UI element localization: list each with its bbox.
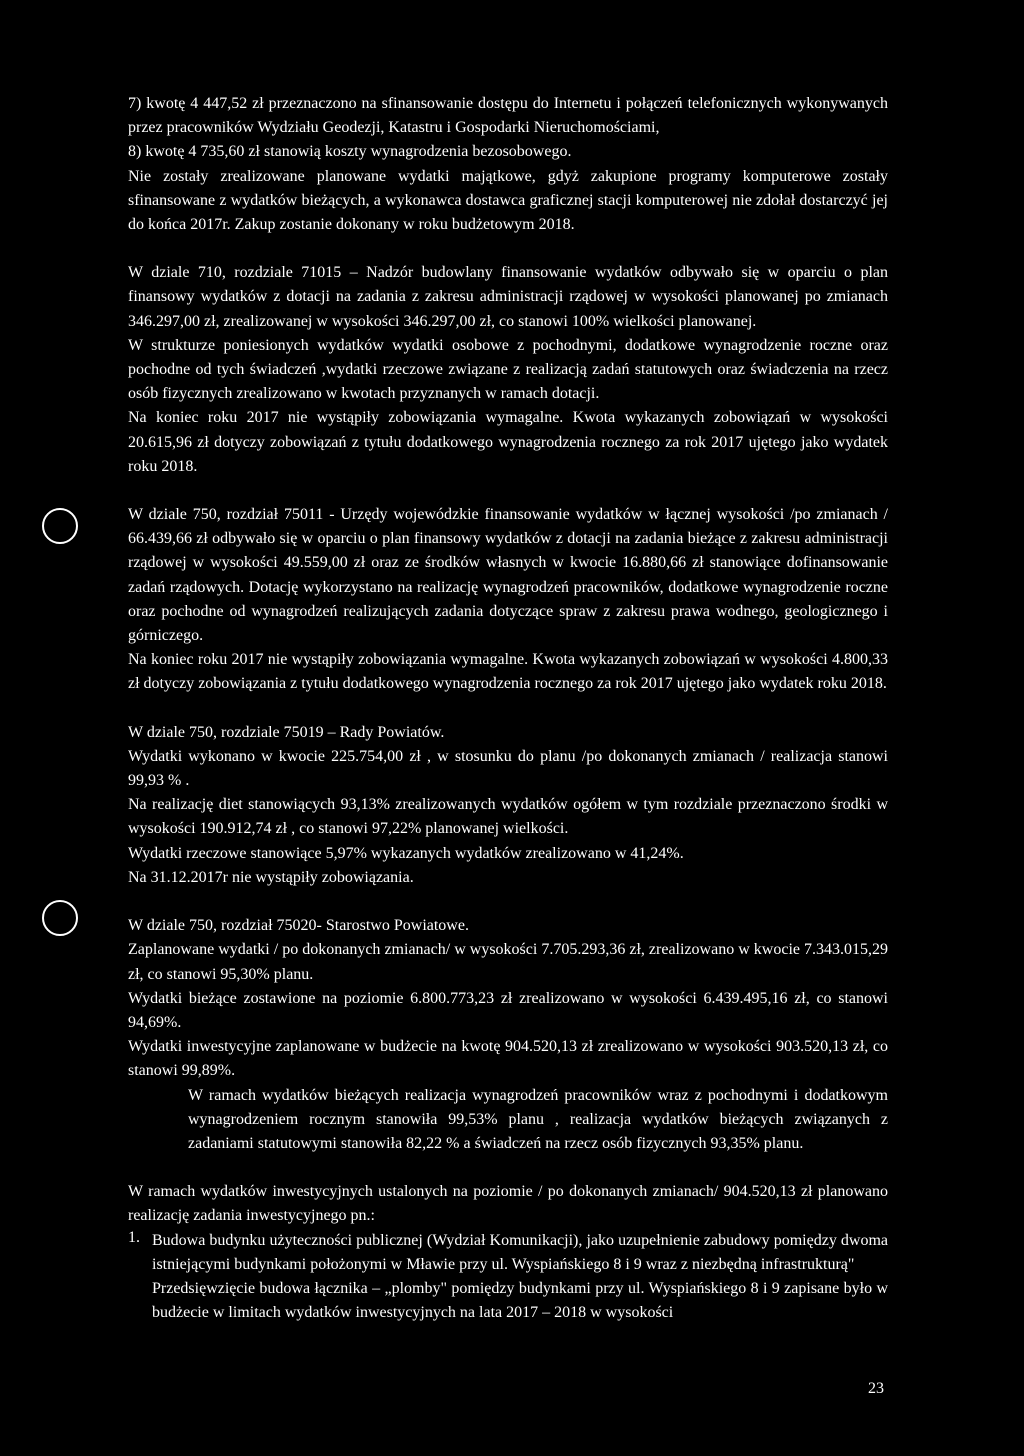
punch-hole-bottom bbox=[42, 900, 78, 936]
paragraph-investment-intro: W ramach wydatków inwestycyjnych ustalonych na poziomie / po dokonanych zmianach/ 904.520,13 zł planowano realizację zadania inwestycyjnego pn.: bbox=[128, 1183, 888, 1225]
paragraph-75019-material: Wydatki rzeczowe stanowiące 5,97% wykazanych wydatków zrealizowano w 41,24%. bbox=[128, 844, 684, 862]
paragraph-75020-salaries: W ramach wydatków bieżących realizacja wynagrodzeń pracowników wraz z pochodnymi i dodatkowym wynagrodzeniem rocznym stanowiła 99,53% planu , realizacja wydatków bieżących związanych z zadaniami statutowymi stanowiła 82,22 % a świadczeń na rzecz osób fizycznych 93,35% planu. bbox=[188, 1086, 888, 1152]
document-body bbox=[128, 92, 888, 1325]
paragraph-75019-diets: Na realizację diet stanowiących 93,13% zrealizowanych wydatków ogółem w tym rozdziale przeznaczono środki w wysokości 190.912,74 zł , co stanowi 97,22% planowanej wielkości. bbox=[128, 796, 888, 838]
list-item-description: Przedsięwzięcie budowa łącznika – „plomby" pomiędzy budynkami przy ul. Wyspiańskiego 8 i 9 zapisane było w budżecie w limitach wydatków inwestycyjnych na lata 2017 – 2018 w wysokości bbox=[152, 1279, 888, 1322]
list-item-number: 1. bbox=[128, 1228, 140, 1246]
paragraph-liabilities-710: Na koniec roku 2017 nie wystąpiły zobowiązania wymagalne. Kwota wykazanych zobowiązań w wysokości 20.615,96 zł dotyczy zobowiązań z tytułu dodatkowego wynagrodzenia rocznego za rok 2017 ujętego jako wydatek roku 2018. bbox=[128, 409, 888, 475]
paragraph-item-7: 7) kwotę 4 447,52 zł przeznaczono na sfinansowanie dostępu do Internetu i połączeń telefonicznych wykonywanych przez pracowników Wydziału Geodezji, Katastru i Gospodarki Nieruchomościami, bbox=[128, 95, 888, 137]
paragraph-liabilities-75011: Na koniec roku 2017 nie wystąpiły zobowiązania wymagalne. Kwota wykazanych zobowiązań w wysokości 4.800,33 zł dotyczy zobowiązania z tytułu dodatkowego wynagrodzenia rocznego za rok 2017 ujętego jako wydatek roku 2018. bbox=[128, 651, 888, 693]
paragraph-75020-investment: Wydatki inwestycyjne zaplanowane w budżecie na kwotę 904.520,13 zł zrealizowano w wysokości 903.520,13 zł, co stanowi 99,89%. bbox=[128, 1038, 888, 1080]
paragraph-75019-liabilities: Na 31.12.2017r nie wystąpiły zobowiązania. bbox=[128, 868, 414, 886]
list-item-text: Budowa budynku użyteczności publicznej (Wydział Komunikacji), jako uzupełnienie zabudowy pomiędzy dwoma istniejącymi budynkami położonymi w Mławie przy ul. Wyspiańskiego 8 i 9 wraz z niezbędną infrastrukturą" bbox=[152, 1231, 888, 1273]
paragraph-75020-current: Wydatki bieżące zostawione na poziomie 6.800.773,23 zł zrealizowano w wysokości 6.439.495,16 zł, co stanowi 94,69%. bbox=[128, 989, 888, 1031]
punch-hole-top bbox=[42, 508, 78, 544]
paragraph-structure-710: W strukturze poniesionych wydatków wydatki osobowe z pochodnymi, dodatkowe wynagrodzenie roczne oraz pochodne od tych świadczeń ,wydatki rzeczowe związane z realizacją zadań statutowych oraz świadczenia na rzecz osób fizycznych zrealizowano w kwotach przyznanych w ramach dotacji. bbox=[128, 336, 888, 403]
list-item bbox=[128, 1229, 888, 1277]
paragraph-75020-planned: Zaplanowane wydatki / po dokonanych zmianach/ w wysokości 7.705.293,36 zł, zrealizowano w kwocie 7.343.015,29 zł, co stanowi 95,30% planu. bbox=[128, 941, 888, 983]
paragraph-unrealized-capex: Nie zostały zrealizowane planowane wydatki majątkowe, gdyż zakupione programy komputerowe zostały sfinansowane z wydatków bieżących, a wykonawca dostawca graficznej stacji komputerowej nie zdołał dostarczyć jej do końca 2017r. Zakup zostanie dokonany w roku budżetowym 2018. bbox=[128, 167, 888, 234]
paragraph-75019-expenses: Wydatki wykonano w kwocie 225.754,00 zł , w stosunku do planu /po dokonanych zmianach / realizacja stanowi 99,93 % . bbox=[128, 747, 888, 790]
page-number: 23 bbox=[868, 1380, 884, 1397]
paragraph-item-8: 8) kwotę 4 735,60 zł stanowią koszty wynagrodzenia bezosobowego. bbox=[128, 143, 572, 161]
paragraph-dzial-710: W dziale 710, rozdziale 71015 – Nadzór budowlany finansowanie wydatków odbywało się w oparciu o plan finansowy wydatków z dotacji na zadania z zakresu administracji rządowej w wysokości planowanej po zmianach 346.297,00 zł, zrealizowanej w wysokości 346.297,00 zł, co stanowi 100% wielkości planowanej. bbox=[128, 264, 888, 330]
heading-75019: W dziale 750, rozdziale 75019 – Rady Powiatów. bbox=[128, 723, 445, 741]
heading-75020: W dziale 750, rozdział 75020- Starostwo Powiatowe. bbox=[128, 917, 469, 935]
paragraph-dzial-750-75011: W dziale 750, rozdział 75011 - Urzędy wojewódzkie finansowanie wydatków w łącznej wysokości /po zmianach / 66.439,66 zł odbywało się w oparciu o plan finansowy wydatków z dotacji na zadania bieżące z zakresu administracji rządowej w wysokości 49.559,00 zł oraz ze środków własnych w kwocie 16.880,66 zł stanowiące dofinansowanie zadań rządowych. Dotację wykorzystano na realizację wynagrodzeń pracowników, dodatkowe wynagrodzenie roczne oraz pochodne od wynagrodzeń realizujących zadania dotyczące spraw z zakresu prawa wodnego, geologicznego i górniczego. bbox=[128, 506, 888, 645]
